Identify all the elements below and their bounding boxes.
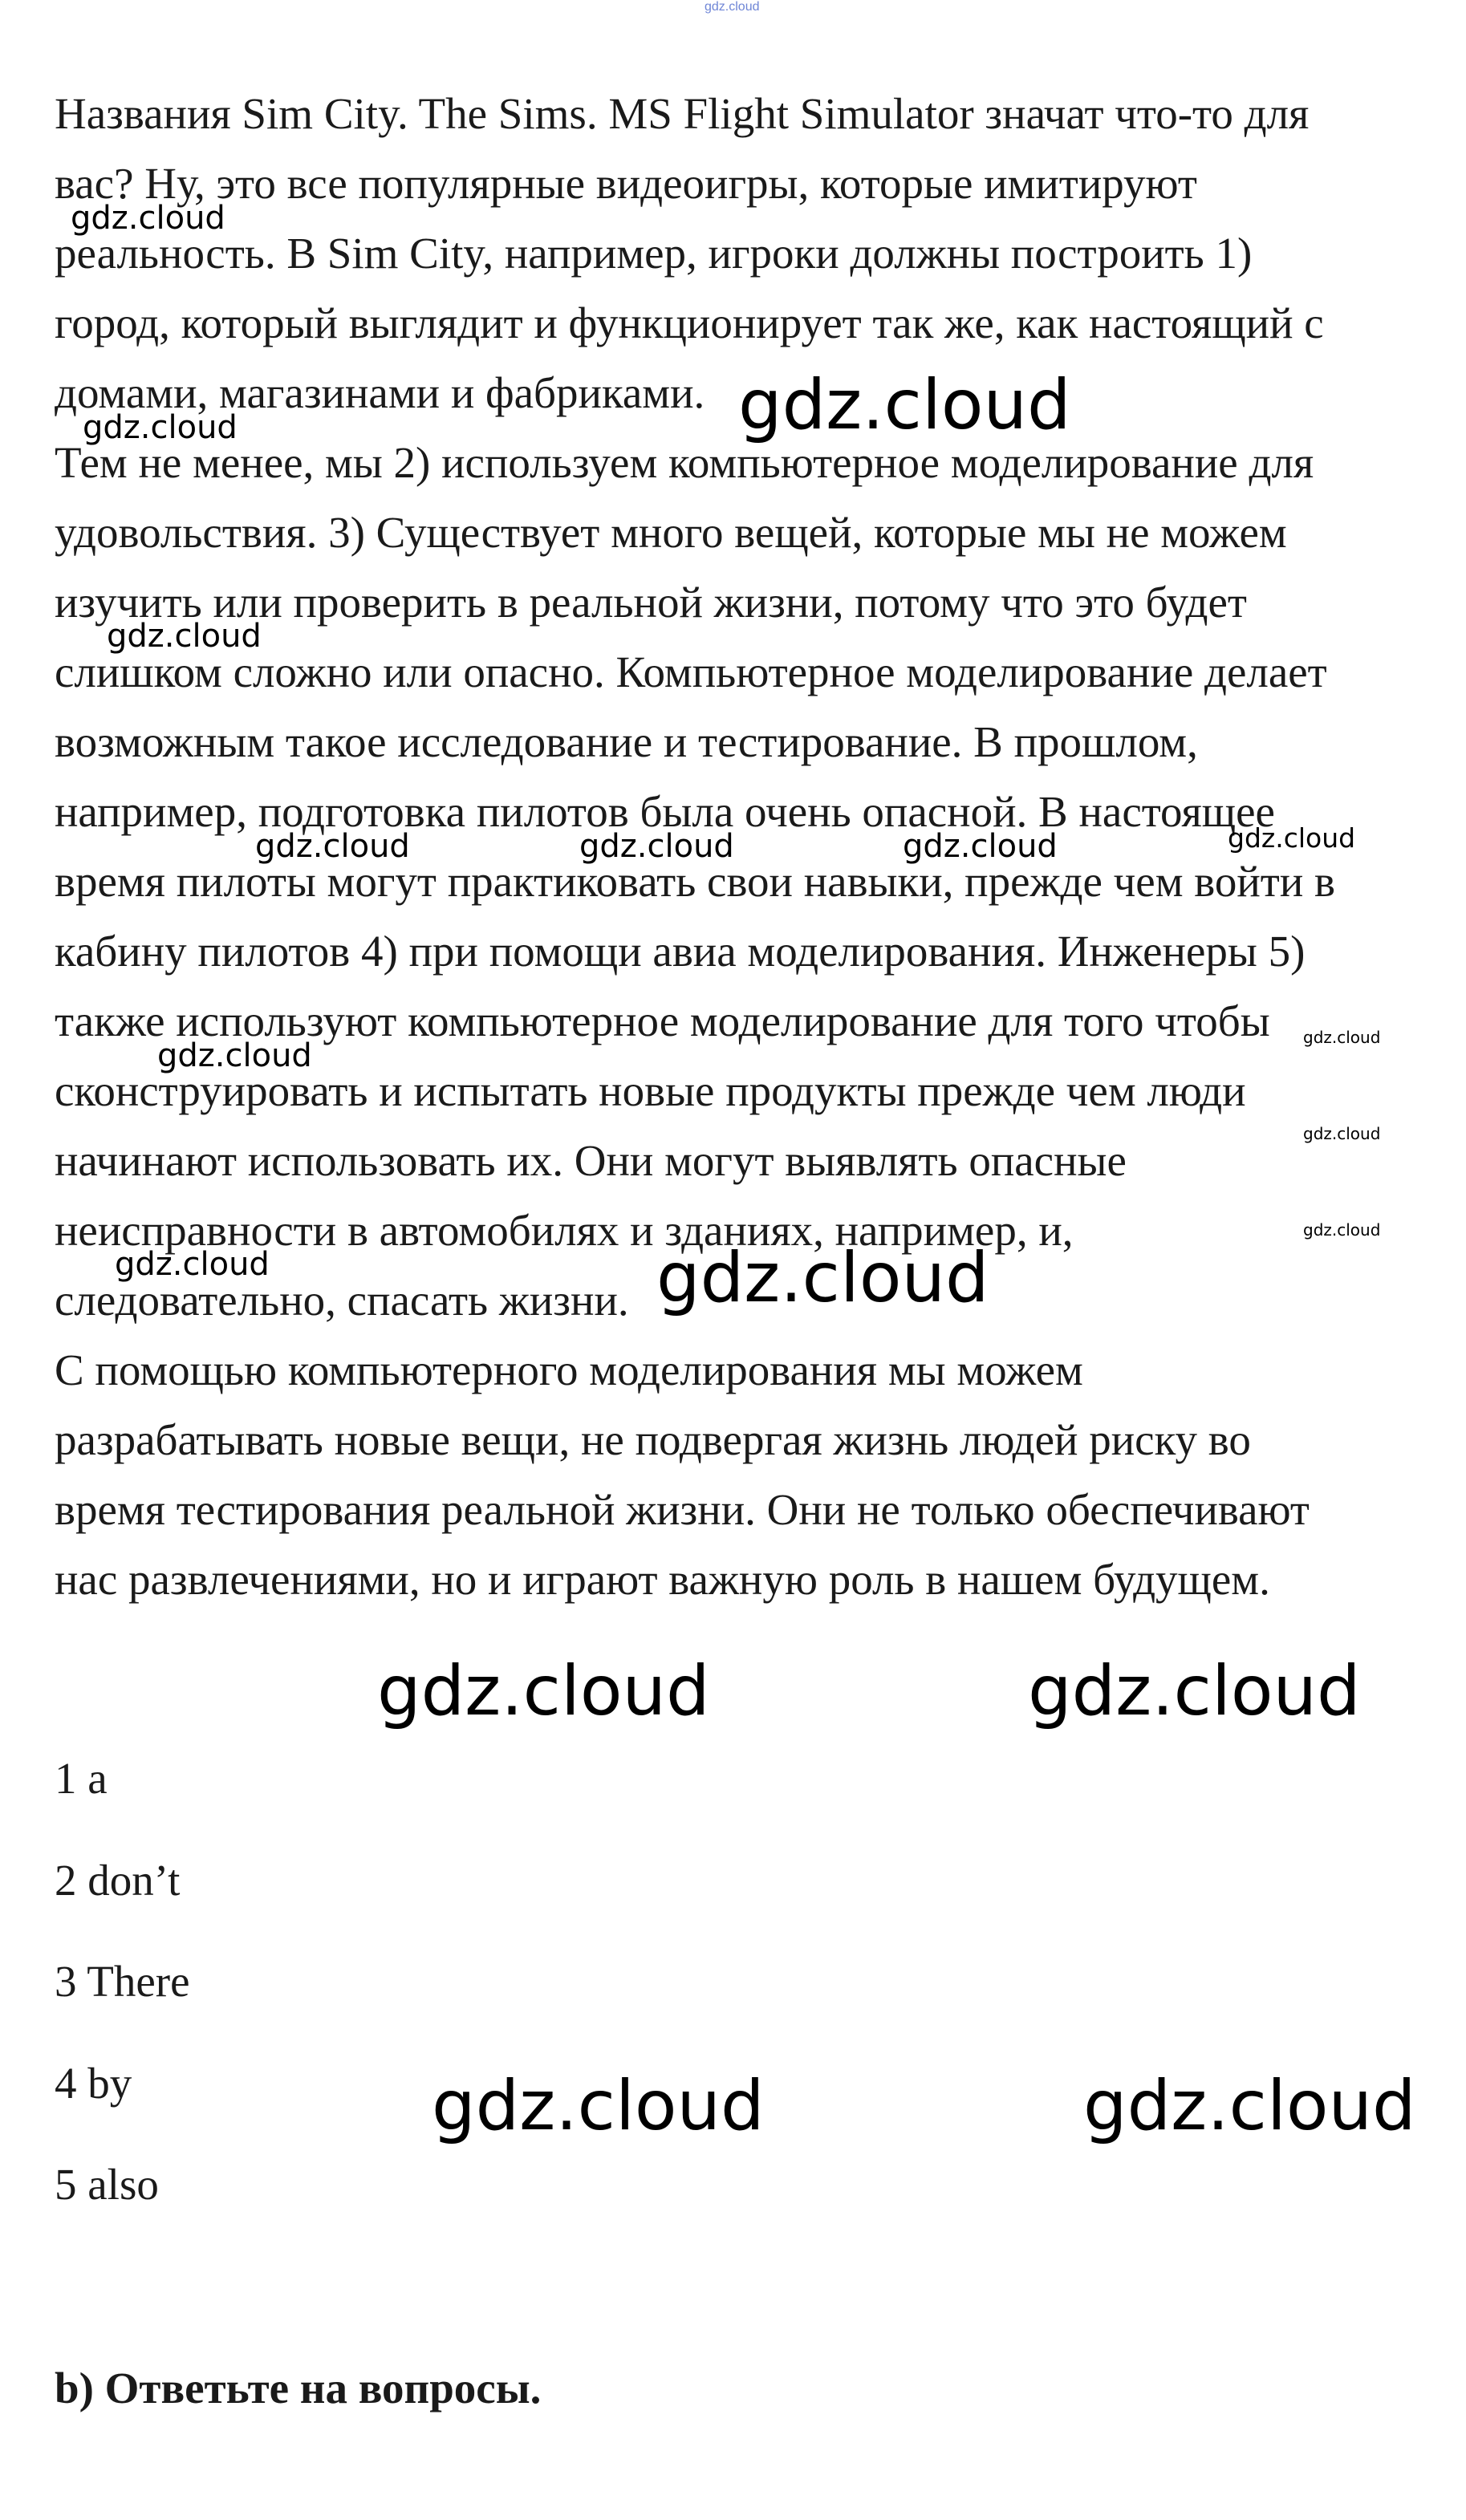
text-line: удовольствия. 3) Существует много вещей, которые мы не можем (55, 508, 1287, 557)
text-line: начинают использовать их. Они могут выявлять опасные (55, 1136, 1127, 1185)
text-line: город, который выглядит и функционирует так же, как настоящий с (55, 298, 1324, 347)
site-mark: gdz.cloud (705, 0, 760, 14)
watermark: gdz.cloud (1028, 1651, 1361, 1731)
text-line: возможным такое исследование и тестирование. В прошлом, (55, 717, 1198, 766)
text-line: Названия Sim City. The Sims. MS Flight Simulator значат что-то для (55, 89, 1310, 138)
watermark: gdz.cloud (903, 828, 1058, 865)
text-line: также используют компьютерное моделирование для того чтобы (55, 996, 1270, 1045)
text-line: вас? Ну, это все популярные видеоигры, которые имитируют (55, 159, 1197, 208)
watermark: gdz.cloud (579, 828, 734, 865)
watermark: gdz.cloud (377, 1651, 710, 1731)
answer-item: 1 a (55, 1754, 108, 1803)
answer-item: 2 don’t (55, 1856, 181, 1905)
watermark: gdz.cloud (1303, 1124, 1381, 1143)
watermark: gdz.cloud (115, 1246, 270, 1283)
watermark: gdz.cloud (738, 365, 1071, 445)
watermark: gdz.cloud (656, 1238, 989, 1318)
answer-item: 5 also (55, 2160, 159, 2209)
watermark: gdz.cloud (1083, 2066, 1416, 2146)
text-line: кабину пилотов 4) при помощи авиа моделирования. Инженеры 5) (55, 927, 1306, 976)
watermark: gdz.cloud (1303, 1220, 1381, 1240)
watermark: gdz.cloud (157, 1037, 312, 1074)
text-line: реальность. В Sim City, например, игроки должны построить 1) (55, 229, 1253, 278)
watermark: gdz.cloud (432, 2066, 765, 2146)
text-line: Тем не менее, мы 2) используем компьютерное моделирование для (55, 438, 1314, 487)
watermark: gdz.cloud (255, 828, 410, 865)
watermark: gdz.cloud (107, 618, 262, 655)
watermark: gdz.cloud (1303, 1028, 1381, 1047)
watermark: gdz.cloud (71, 200, 225, 237)
answer-item: 4 by (55, 2059, 132, 2108)
text-line: следовательно, спасать жизни. (55, 1276, 629, 1325)
text-line: изучить или проверить в реальной жизни, потому что это будет (55, 578, 1247, 627)
text-line: домами, магазинами и фабриками. (55, 368, 705, 417)
text-line: сконструировать и испытать новые продукты прежде чем люди (55, 1066, 1246, 1115)
text-line: С помощью компьютерного моделирования мы можем (55, 1345, 1083, 1394)
text-line: слишком сложно или опасно. Компьютерное моделирование делает (55, 647, 1327, 696)
watermark: gdz.cloud (1228, 822, 1356, 854)
text-line: например, подготовка пилотов была очень опасной. В настоящее (55, 787, 1275, 836)
text-line: неисправности в автомобилях и зданиях, например, и, (55, 1206, 1074, 1255)
text-line: время пилоты могут практиковать свои навыки, прежде чем войти в (55, 857, 1335, 906)
watermark: gdz.cloud (83, 409, 238, 446)
answer-item: 3 There (55, 1957, 190, 2006)
text-line: время тестирования реальной жизни. Они не только обеспечивают (55, 1485, 1310, 1534)
text-line: разрабатывать новые вещи, не подвергая жизнь людей риску во (55, 1415, 1251, 1464)
section-heading: b) Ответьте на вопросы. (55, 2364, 542, 2412)
text-line: нас развлечениями, но и играют важную роль в нашем будущем. (55, 1555, 1270, 1604)
